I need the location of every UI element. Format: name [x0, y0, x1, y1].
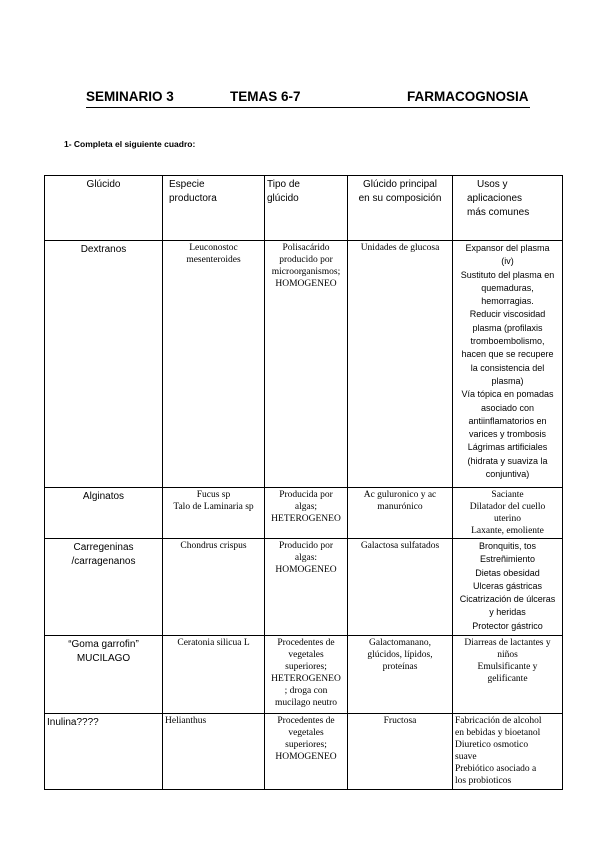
cell-line: proteínas [382, 662, 418, 672]
cell-especie [163, 488, 265, 539]
cell-line: Expansor del plasma [465, 243, 550, 253]
cell-especie [163, 636, 265, 714]
cell-line: Procedentes de [277, 716, 335, 726]
cell-line: uterino [494, 514, 521, 524]
cell-glucido [45, 241, 163, 488]
cell-line: en bebidas y bioetanol [455, 728, 541, 738]
cell-glucido [45, 714, 163, 790]
cell-principal [348, 488, 453, 539]
cell-line: /carragenanos [71, 555, 136, 567]
cell-line: Galactosa sulfatados [360, 541, 440, 551]
cell-line: HOMOGENEO [275, 279, 337, 289]
cell-tipo [265, 714, 348, 790]
cell-line: Emulsificante y [477, 662, 538, 672]
cell-line: Chondrus crispus [180, 541, 247, 551]
cell-usos [453, 539, 563, 636]
cell-line: Lágrimas artificiales [467, 442, 548, 453]
cell-line: HOMOGENEO [275, 752, 337, 762]
cell-line: Leuconostoc [189, 243, 238, 253]
header-tipo: Tipo de glúcido [265, 176, 348, 241]
table-row [45, 636, 563, 714]
cell-line: Estreñimiento [479, 554, 536, 565]
cell-line: Ceratonia silicua L [177, 638, 250, 648]
table-row [45, 488, 563, 539]
cell-especie [163, 714, 265, 790]
cell-line: gelificante [487, 674, 528, 684]
table-row [45, 714, 563, 790]
cell-principal [348, 714, 453, 790]
cell-line: Fructosa [383, 716, 417, 726]
cell-glucido [45, 539, 163, 636]
cell-line: Saciante [491, 490, 524, 500]
instruction: 1- Completa el siguiente cuadro: [64, 139, 196, 149]
table-header-row [45, 176, 563, 241]
cell-usos [453, 241, 563, 488]
cell-line: Laxante, emoliente [471, 526, 544, 536]
cell-line: Bronquitis, tos [478, 541, 537, 551]
cell-line: Talo de Laminaria sp [173, 502, 254, 512]
cell-line: Carregeninas [73, 542, 134, 553]
cell-line: Sustituto del plasma en [460, 269, 555, 280]
cell-line: Prebiótico asociado a [455, 764, 537, 774]
cell-line: Procedentes de [277, 638, 335, 648]
cell-line: y heridas [489, 607, 526, 618]
cell-line: Helianthus [165, 716, 207, 726]
cell-line: HETEROGENEO [271, 514, 341, 524]
cell-line: Reducir viscosidad [469, 309, 546, 320]
cell-tipo [265, 636, 348, 714]
cell-line: Fabricación de alcohol [455, 716, 542, 726]
cell-line: HETEROGENEO [271, 674, 341, 684]
cell-line: antiinflamatorios en [468, 415, 547, 426]
cell-line: la consistencia del [470, 362, 545, 373]
cell-usos [453, 488, 563, 539]
subject-title: FARMACOGNOSIA [407, 89, 529, 104]
cell-line: algas: [294, 553, 318, 563]
cell-line: asociado con [480, 402, 535, 413]
cell-line: quemaduras, [481, 282, 534, 293]
cell-line: Dextranos [80, 244, 127, 255]
cell-principal [348, 636, 453, 714]
header-glucido: Glúcido [45, 176, 163, 241]
cell-usos [453, 636, 563, 714]
cell-line: Diarreas de lactantes y [464, 638, 551, 648]
cell-line: Diuretico osmotico [455, 740, 529, 750]
cell-line: Polisacárido [282, 243, 330, 253]
cell-line: Producida por [279, 490, 333, 500]
cell-line: mesenteroides [186, 255, 241, 265]
cell-line: Vía tópica en pomadas [461, 389, 554, 400]
cell-line: varices y trombosis [468, 429, 547, 440]
cell-line: (iv) [501, 256, 514, 267]
cell-line: Ac guluronico y ac [363, 490, 437, 500]
cell-line: hemorragias. [481, 296, 534, 307]
header-especie: Especie productora [163, 176, 265, 241]
cell-line: hacen que se recupere [461, 349, 554, 360]
cell-line: Dilatador del cuello [469, 502, 546, 512]
table-row [45, 241, 563, 488]
cell-line: superiores; [285, 662, 327, 672]
cell-especie [163, 539, 265, 636]
cell-line: vegetales [288, 650, 324, 660]
cell-glucido [45, 488, 163, 539]
seminar-title: SEMINARIO 3 [86, 89, 174, 104]
cell-line: mucilago neutro [275, 698, 337, 708]
cell-line: Unidades de glucosa [360, 243, 440, 253]
cell-line: Producido por [278, 541, 334, 551]
cell-line: vegetales [288, 728, 324, 738]
cell-line: Fucus sp [196, 490, 231, 500]
cell-line: Dietas obesidad [475, 567, 540, 578]
header-principal: Glúcido principal en su composición [348, 176, 453, 241]
cell-line: producido por [279, 255, 333, 265]
cell-line: Inulina???? [47, 717, 99, 728]
cell-line: microorganismos; [271, 267, 341, 277]
cell-glucido [45, 636, 163, 714]
glucidos-table [44, 175, 563, 790]
cell-tipo [265, 241, 348, 488]
cell-especie [163, 241, 265, 488]
cell-line: plasma (profilaxis [472, 322, 543, 333]
cell-line: plasma) [491, 375, 524, 386]
cell-line: (hidrata y suaviza la [467, 455, 548, 466]
cell-line: Protector gástrico [472, 620, 543, 631]
cell-line: ; droga con [284, 686, 328, 696]
table-row [45, 539, 563, 636]
cell-line: manurónico [377, 502, 423, 512]
cell-tipo [265, 488, 348, 539]
cell-usos [453, 714, 563, 790]
cell-line: Alginatos [82, 491, 125, 502]
topics-title: TEMAS 6-7 [230, 89, 301, 104]
cell-line: algas; [294, 502, 318, 512]
cell-line: MUCILAGO [76, 652, 131, 664]
cell-line: niños [497, 650, 518, 660]
cell-line: los probioticos [455, 776, 512, 786]
cell-line: superiores; [285, 740, 327, 750]
cell-line: Ulceras gástricas [472, 580, 543, 591]
cell-line: suave [455, 752, 477, 762]
cell-line: “Goma garrofin” [68, 639, 139, 650]
cell-line: Galactomanano, [369, 638, 431, 648]
cell-principal [348, 539, 453, 636]
document-header [86, 89, 530, 108]
cell-line: Cicatrización de úlceras [459, 594, 556, 605]
cell-line: conjuntiva) [485, 469, 530, 480]
header-usos: Usos y aplicaciones más comunes [453, 176, 563, 241]
cell-line: tromboembolismo, [470, 336, 545, 347]
cell-line: HOMOGENEO [275, 565, 337, 575]
cell-line: glúcidos, lípidos, [367, 650, 433, 660]
cell-tipo [265, 539, 348, 636]
cell-principal [348, 241, 453, 488]
